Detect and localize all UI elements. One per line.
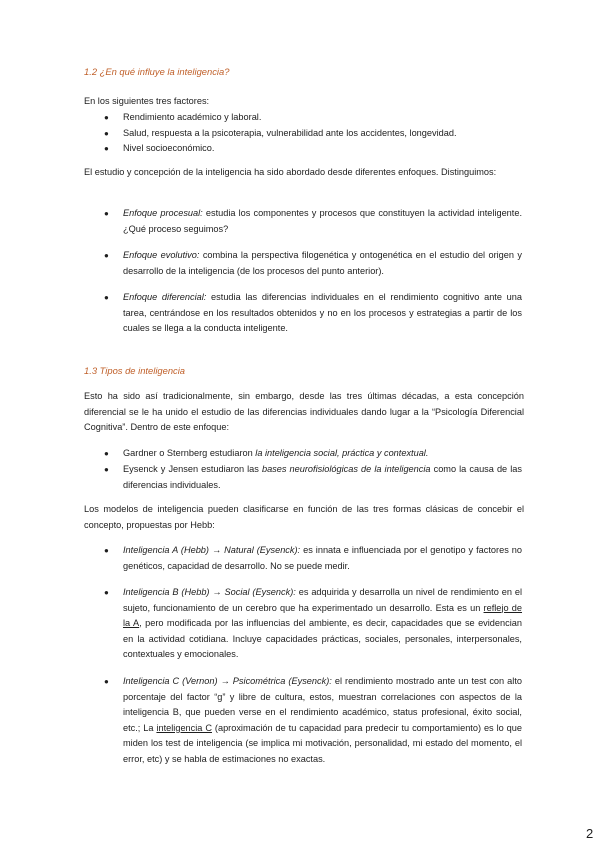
item-emphasis: bases neurofisiológicas de la inteligencia (261, 464, 431, 474)
bullet-icon: ● (104, 251, 109, 260)
section-heading-1-3: 1.3 Tipos de inteligencia (84, 365, 186, 376)
approach-diferencial (123, 290, 522, 337)
bullet-icon: ● (104, 546, 109, 555)
bullet-icon: ● (104, 293, 109, 302)
page-number: 2 (586, 826, 594, 841)
type-text: , pero modificada por las influencias del ambiente, es decir, capacidades que se evidencian en la actividad cotidiana. Incluye capacidades prácticas, sociales, personales, interpersonales, contextuales y emocionales. (123, 618, 522, 660)
approach-term: Enfoque evolutivo: (123, 250, 200, 260)
item-text: Eysenck y Jensen estudiaron las (123, 464, 262, 474)
type-term: Inteligencia B (Hebb) → Social (Eysenck): (123, 587, 296, 597)
approach-procesual (123, 206, 522, 237)
type-text: el rendimiento mostrado ante un test con alto porcentaje del factor “g” y libre de cultura, estos, muestran correlaciones con aspectos de la inteligencia B, que pueden verse en el rendimiento académico, status profesional, éxito social, etc.; La (123, 676, 522, 733)
approach-term: Enfoque diferencial: (123, 292, 207, 302)
type-text: es adquirida y desarrolla un nivel de rendimiento en el sujeto, funcionamiento de un cerebro que ha experimentado un desarrollo. Esta es un (123, 587, 522, 613)
gardner-item (123, 446, 522, 462)
section-heading-1-2: 1.2 ¿En qué influye la inteligencia? (84, 66, 230, 77)
approaches-paragraph: El estudio y concepción de la inteligencia ha sido abordado desde diferentes enfoques. Distinguimos: (84, 167, 497, 177)
type-term: Inteligencia A (Hebb) → Natural (Eysenck): (123, 545, 301, 555)
item-text: como la causa de las diferencias individuales. (123, 464, 522, 490)
intelligence-c-item (123, 674, 522, 768)
item-text: Gardner o Sternberg estudiaron (123, 448, 256, 458)
factor-item: Rendimiento académico y laboral. (123, 112, 262, 122)
approach-text: estudia las diferencias individuales en el rendimiento cognitivo ante una tarea, centrándose en los resultados obtenidos y no en los procesos y estrategias a partir de los cuales se llega a la conducta inteligente. (123, 292, 522, 334)
bullet-icon: ● (104, 209, 109, 218)
approach-text: combina la perspectiva filogenética y ontogenética en el estudio del origen y desarrollo de la inteligencia (de los procesos del punto anterior). (123, 250, 522, 276)
bullet-icon: ● (104, 144, 109, 153)
item-emphasis: la inteligencia social, práctica y contextual. (255, 448, 429, 458)
approach-term: Enfoque procesual: (123, 208, 203, 218)
bullet-icon: ● (104, 465, 109, 474)
differential-paragraph: Esto ha sido así tradicionalmente, sin embargo, desde las tres últimas décadas, a esta concepción diferencial se le ha unido el estudio de las diferencias individuales dando lugar a la “Psicología Diferencial Cognitiva”. Dentro de este enfoque: (84, 391, 524, 433)
intelligence-b-item (123, 585, 522, 663)
bullet-icon: ● (104, 129, 109, 138)
intelligence-a-item (123, 543, 522, 574)
type-underline: inteligencia C (156, 722, 212, 733)
approach-evolutivo (123, 248, 522, 279)
eysenck-item (123, 462, 522, 493)
bullet-icon: ● (104, 113, 109, 122)
factor-item: Salud, respuesta a la psicoterapia, vulnerabilidad ante los accidentes, longevidad. (123, 128, 457, 138)
type-text: (aproximación de tu capacidad para predecir tu comportamiento) es lo que miden los test de inteligencia (se implica mi motivación, personalidad, mi estado del momento, el error, etc) y se habla de estimaciones no exactas. (123, 722, 522, 764)
bullet-icon: ● (104, 449, 109, 458)
type-underline: reflejo de la A (123, 602, 523, 629)
factor-item: Nivel socioeconómico. (123, 143, 215, 153)
bullet-icon: ● (104, 588, 109, 597)
bullet-icon: ● (104, 677, 109, 686)
factors-intro: En los siguientes tres factores: (84, 96, 210, 106)
models-paragraph: Los modelos de inteligencia pueden clasificarse en función de las tres formas clásicas de concebir el concepto, propuestas por Hebb: (84, 504, 524, 530)
approach-text: estudia los componentes y procesos que constituyen la actividad inteligente. ¿Qué proceso seguimos? (123, 208, 523, 234)
type-term: Inteligencia C (Vernon) → Psicométrica (Eysenck): (123, 676, 332, 686)
type-text: es innata e influenciada por el genotipo y factores no genéticos, capacidad de desarrollo. No se puede medir. (123, 545, 522, 571)
